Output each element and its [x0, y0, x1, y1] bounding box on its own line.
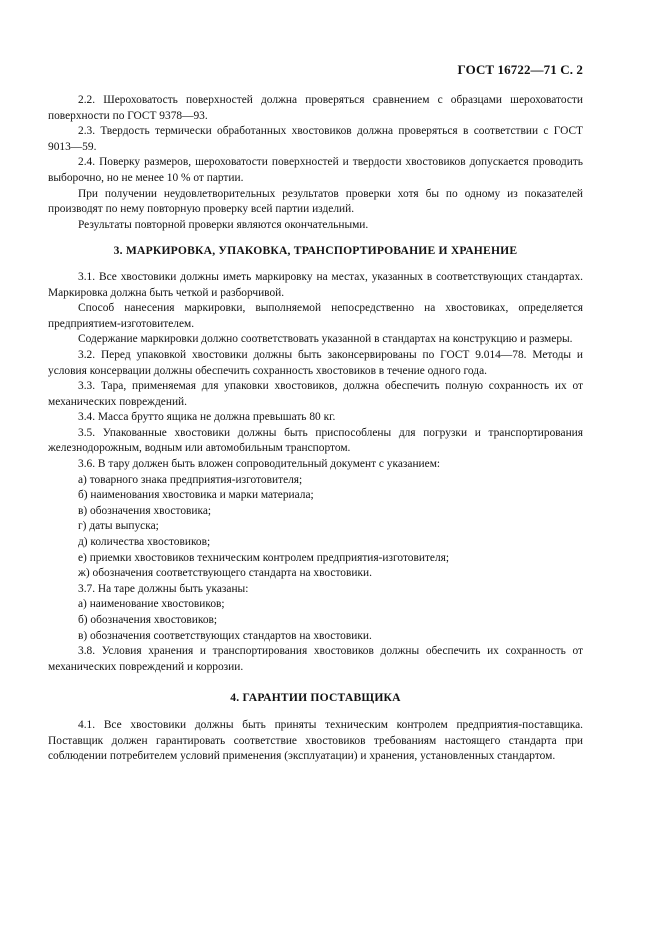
- paragraph-3-2: 3.2. Перед упаковкой хвостовики должны быть законсервированы по ГОСТ 9.014—78. Методы и условия консервации должны обеспечить сохранность хвостовиков в течение одного года.: [48, 348, 583, 377]
- paragraph-3-7: 3.7. На таре должны быть указаны:: [78, 582, 249, 595]
- list-item-3-6-d: д) количества хвостовиков;: [78, 536, 211, 549]
- list-item-3-6-a: а) товарного знака предприятия-изготовителя;: [78, 473, 303, 486]
- paragraph-3-5: 3.5. Упакованные хвостовики должны быть приспособлены для погрузки и транспортирования железнодорожным, водным или автомобильным транспортом.: [48, 426, 583, 455]
- list-item-3-6-v: в) обозначения хвостовика;: [78, 504, 212, 517]
- paragraph-3-1: 3.1. Все хвостовики должны иметь маркировку на местах, указанных в соответствующих стандартах. Маркировка должна быть четкой и разборчивой.: [48, 270, 583, 299]
- paragraph-3-8: 3.8. Условия хранения и транспортирования хвостовиков должны обеспечить их сохранность от механических повреждений и коррозии.: [48, 645, 583, 673]
- paragraph-3-6: 3.6. В тару должен быть вложен сопроводительный документ с указанием:: [78, 458, 441, 471]
- paragraph-2-4: 2.4. Поверку размеров, шероховатости поверхностей и твердости хвостовиков допускается проводить выборочно, но не менее 10 % от партии.: [48, 156, 583, 184]
- paragraph-marking-content: Содержание маркировки должно соответствовать указанной в стандартах на конструкцию и размеры.: [78, 333, 573, 346]
- document-body: [48, 93, 583, 765]
- list-item-3-7-v: в) обозначения соответствующих стандартов на хвостовики.: [78, 629, 372, 642]
- section-3-title: 3. МАРКИРОВКА, УПАКОВКА, ТРАНСПОРТИРОВАНИЕ И ХРАНЕНИЕ: [113, 244, 518, 258]
- list-item-3-6-b: б) наименования хвостовика и марки материала;: [78, 489, 314, 502]
- section-4-title: 4. ГАРАНТИИ ПОСТАВЩИКА: [230, 691, 401, 705]
- list-item-3-7-b: б) обозначения хвостовиков;: [78, 614, 218, 626]
- paragraph-2-3: 2.3. Твердость термически обработанных хвостовиков должна проверяться в соответствии с ГОСТ 9013—59.: [48, 125, 583, 153]
- list-item-3-6-g: г) даты выпуска;: [78, 520, 159, 533]
- paragraph-marking-method: Способ нанесения маркировки, выполняемой непосредственно на хвостовиках, определяется предприятием-изготовителем.: [48, 302, 583, 330]
- paragraph-2-2: 2.2. Шероховатость поверхностей должна проверяться сравнением с образцами шероховатости поверхности по ГОСТ 9378—93.: [48, 94, 583, 122]
- paragraph-3-4: 3.4. Масса брутто ящика не должна превышать 80 кг.: [78, 411, 336, 424]
- list-item-3-6-e: е) приемки хвостовиков техническим контролем предприятия-изготовителя;: [78, 551, 450, 564]
- paragraph-3-3: 3.3. Тара, применяемая для упаковки хвостовиков, должна обеспечить полную сохранность их от механических повреждений.: [48, 380, 583, 408]
- paragraph-retest: При получении неудовлетворительных результатов проверки хотя бы по одному из показателей производят по нему повторную проверку всей партии изделий.: [48, 187, 583, 216]
- list-item-3-6-zh: ж) обозначения соответствующего стандарта на хвостовики.: [78, 567, 372, 580]
- list-item-3-7-a: а) наименование хвостовиков;: [78, 598, 225, 611]
- paragraph-4-1: 4.1. Все хвостовики должны быть приняты техническим контролем предприятия-поставщика. Поставщик должен гарантировать соответствие хвостовиков требованиям настоящего стандарта при соблюдении потребителем условий применения (эксплуатации) и хранения, установленных стандартом.: [48, 718, 583, 763]
- page-header: ГОСТ 16722—71 С. 2: [457, 62, 583, 77]
- paragraph-retest-final: Результаты повторной проверки являются окончательными.: [78, 218, 369, 231]
